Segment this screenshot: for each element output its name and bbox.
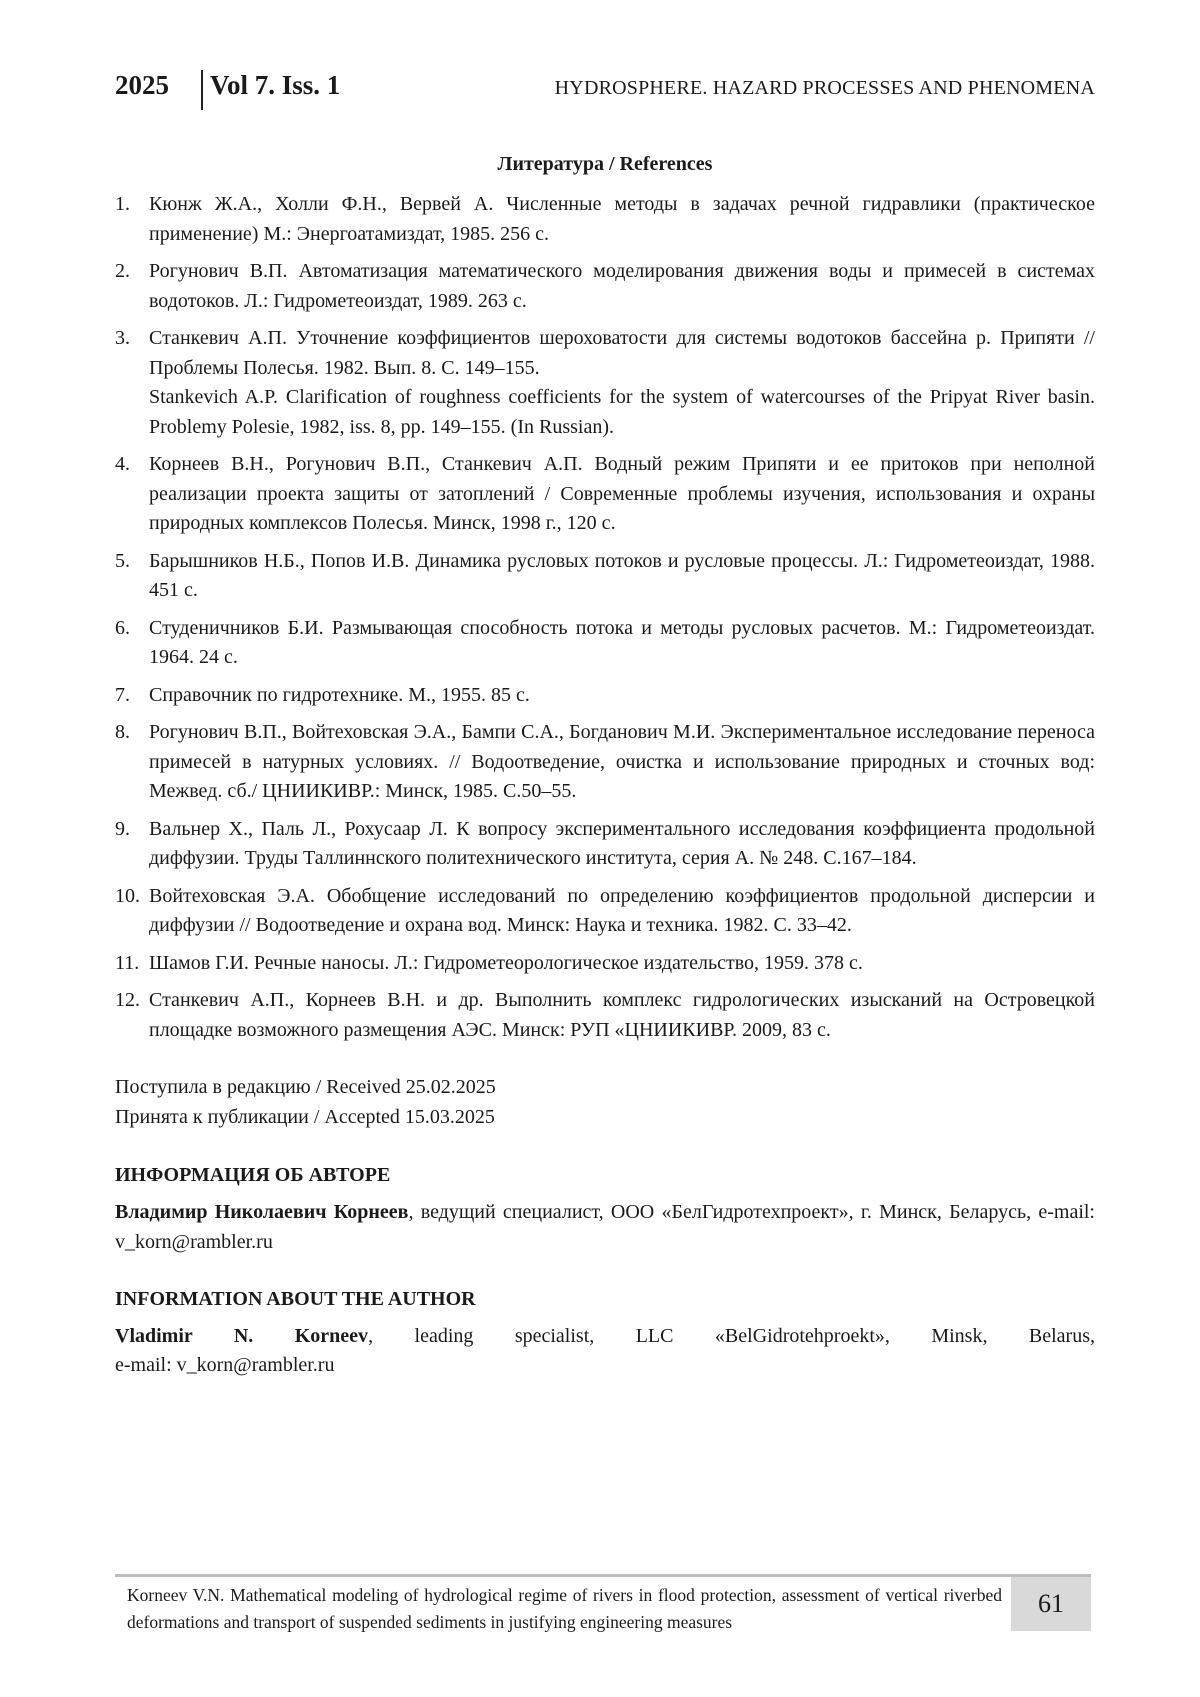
reference-item — [115, 257, 1095, 316]
reference-text: Студеничников Б.И. Размывающая способность потока и методы русловых расчетов. М.: Гидрометеоиздат. 1964. 24 с. — [149, 616, 1095, 668]
reference-item — [115, 450, 1095, 539]
reference-text: Барышников Н.Б., Попов И.В. Динамика русловых потоков и русловые процессы. Л.: Гидрометеоиздат, 1988. 451 с. — [149, 549, 1095, 601]
reference-text: Корнеев В.Н., Рогунович В.П., Станкевич А.П. Водный режим Припяти и ее притоков при неполной реализации проекта защиты от затоплений / Современные проблемы изучения, использования и охраны природных комплексов Полесья. Минск, 1998 г., 120 с. — [149, 453, 1095, 534]
page-number: 61 — [1011, 1577, 1091, 1631]
reference-item — [115, 986, 1095, 1045]
reference-item — [115, 547, 1095, 606]
reference-text: Справочник по гидротехнике. М., 1955. 85 с. — [149, 683, 530, 706]
author-info-heading-ru: ИНФОРМАЦИЯ ОБ АВТОРЕ — [115, 1164, 391, 1186]
header-divider — [201, 70, 203, 110]
reference-text: Рогунович В.П., Войтеховская Э.А., Бампи С.А., Богданович М.И. Экспериментальное исследование переноса примесей в натурных условиях. // Водоотведение, очистка и использование природных и сточных вод: Межвед. сб./ ЦНИИКИВР.: Минск, 1985. С.50–55. — [149, 721, 1095, 802]
header-year: 2025 — [115, 70, 169, 100]
reference-item — [115, 718, 1095, 807]
reference-item — [115, 614, 1095, 673]
reference-number: 7. — [115, 683, 130, 706]
reference-number: 4. — [115, 453, 130, 475]
reference-number: 8. — [115, 721, 130, 743]
reference-list — [115, 190, 1095, 1053]
reference-text: Рогунович В.П. Автоматизация математического моделирования движения воды и примесей в системах водотоков. Л.: Гидрометеоиздат, 1989. 263 с. — [149, 260, 1095, 312]
received-date: Поступила в редакцию / Received 25.02.2025 — [115, 1076, 496, 1098]
reference-number: 11. — [115, 951, 140, 974]
author-details-en: , leading specialist, LLC «BelGidrotehproekt», Minsk, Belarus, — [368, 1325, 1095, 1347]
author-info-ru — [115, 1198, 1095, 1257]
running-header — [115, 70, 1095, 110]
reference-number: 12. — [115, 989, 140, 1011]
reference-item — [115, 815, 1095, 874]
author-info-heading-en: INFORMATION ABOUT THE AUTHOR — [115, 1288, 476, 1310]
reference-text: Станкевич А.П., Корнеев В.Н. и др. Выполнить комплекс гидрологических изысканий на Островецкой площадке возможного размещения АЭС. Минск: РУП «ЦНИИКИВР. 2009, 83 с. — [149, 989, 1095, 1041]
reference-number: 9. — [115, 817, 130, 840]
reference-text: Станкевич А.П. Уточнение коэффициентов шероховатости для системы водотоков бассейна р. Припяти // Проблемы Полесья. 1982. Вып. 8. С. 149–155. — [149, 327, 1095, 379]
references-heading: Литература / References — [497, 153, 713, 175]
reference-text: Вальнер Х., Паль Л., Рохусаар Л. К вопросу экспериментального исследования коэффициента продольной диффузии. Труды Таллиннского политехнического института, серия А. № 248. С.167–184. — [149, 817, 1095, 869]
reference-text-english: Stankevich A.P. Clarification of roughness coefficients for the system of watercourses of the Pripyat River basin. Problemy Polesie, 1982, iss. 8, pp. 149–155. (In Russian). — [149, 386, 1095, 438]
header-volume: Vol 7. Iss. 1 — [210, 70, 341, 100]
footer-rule — [115, 1574, 1091, 1577]
reference-text: Шамов Г.И. Речные наносы. Л.: Гидрометеорологическое издательство, 1959. 378 с. — [149, 951, 863, 974]
accepted-date: Принята к публикации / Accepted 15.03.2025 — [115, 1105, 495, 1128]
reference-text: Войтеховская Э.А. Обобщение исследований по определению коэффициентов продольной дисперсии и диффузии // Водоотведение и охрана вод. Минск: Наука и техника. 1982. С. 33–42. — [149, 884, 1095, 936]
reference-item — [115, 324, 1095, 442]
reference-number: 2. — [115, 260, 130, 282]
header-journal-title: HYDROSPHERE. HAZARD PROCESSES AND PHENOMENA — [554, 77, 1095, 99]
running-footer — [115, 1574, 1091, 1636]
reference-number: 3. — [115, 327, 130, 349]
reference-number: 6. — [115, 616, 130, 639]
reference-item — [115, 949, 1095, 979]
reference-number: 5. — [115, 549, 130, 572]
footer-citation: Korneev V.N. Mathematical modeling of hydrological regime of rivers in flood protection, assessment of vertical riverbed deformations and transport of suspended sediments in justifying engineering measures — [127, 1585, 1002, 1632]
reference-item — [115, 190, 1095, 249]
reference-text: Кюнж Ж.А., Холли Ф.Н., Вервей А. Численные методы в задачах речной гидравлики (практическое применение) М.: Энергоатамиздат, 1985. 256 с. — [149, 193, 1095, 245]
reference-item — [115, 681, 1095, 711]
author-email-en: e-mail: v_korn@rambler.ru — [115, 1354, 335, 1376]
reference-item — [115, 882, 1095, 941]
reference-number: 1. — [115, 193, 130, 215]
reference-number: 10. — [115, 884, 140, 907]
author-name-en: Vladimir N. Korneev — [115, 1325, 369, 1347]
author-info-en — [115, 1322, 1095, 1352]
author-name-ru: Владимир Николаевич Корнеев — [115, 1201, 409, 1223]
author-details-ru: , ведущий специалист, ООО «БелГидротехпроект», г. Минск, Беларусь, e-mail: v_korn@rambler.ru — [115, 1201, 1095, 1253]
submission-dates — [115, 1073, 1095, 1132]
